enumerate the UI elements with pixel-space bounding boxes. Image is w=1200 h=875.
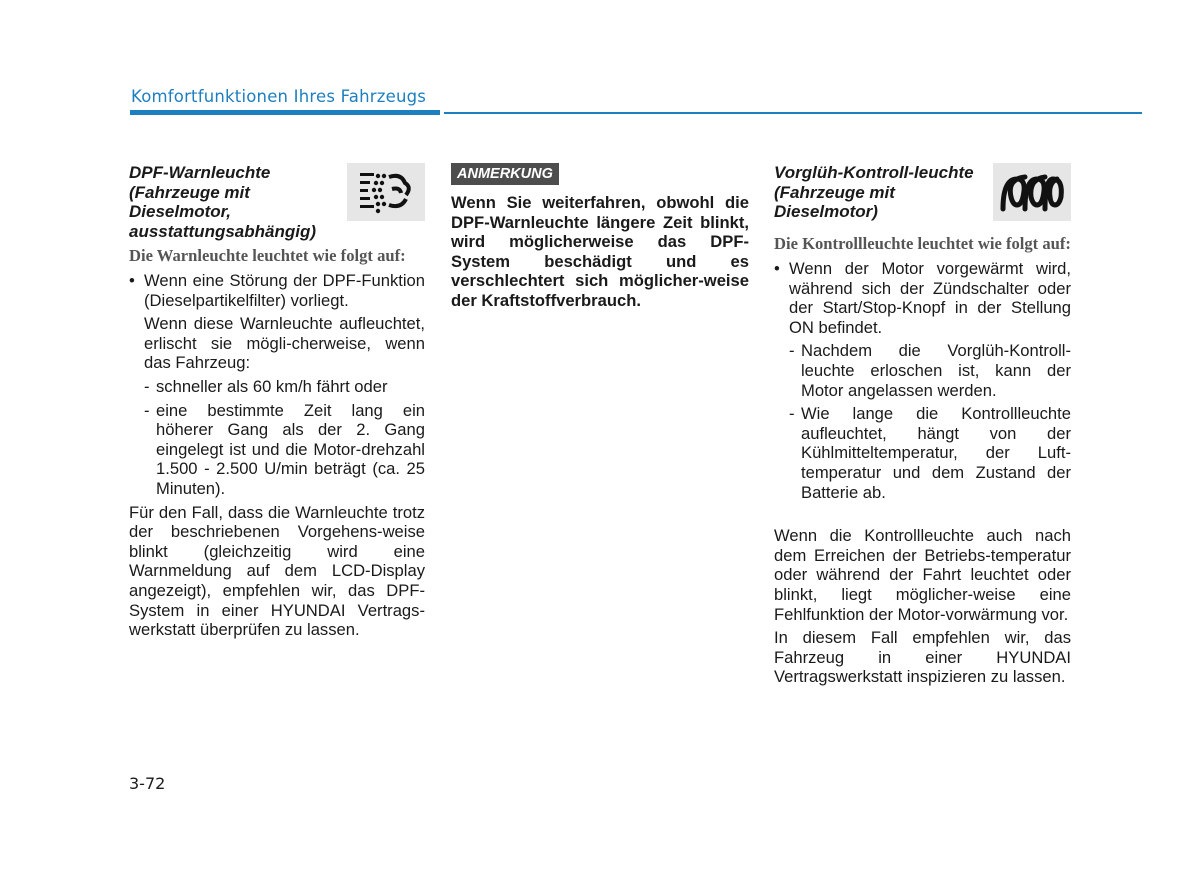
dpf-subheading: Die Warnleuchte leuchtet wie folgt auf: — [129, 246, 406, 265]
section-header-title: Komfortfunktionen Ihres Fahrzeugs — [131, 87, 427, 106]
dash-mark: - — [144, 400, 150, 420]
glow-paragraph-2: In diesem Fall empfehlen wir, das Fahrzeug in einer HYUNDAI Vertragswerkstatt inspizieren zu lassen. — [774, 628, 1071, 687]
dpf-paragraph-2: Für den Fall, dass die Warnleuchte trotz der beschriebenen Vorgehens-weise blinkt (gleichzeitig wird eine Warnmeldung auf dem LCD-Display angezeigt), empfehlen wir, das DPF-System in einer HYUNDAI Vertrags-werkstatt überprüfen zu lassen. — [129, 502, 425, 640]
glow-dash-1: Nachdem die Vorglüh-Kontroll-leuchte erloschen ist, kann der Motor angelassen werden. — [801, 341, 1071, 400]
note-badge: ANMERKUNG — [451, 163, 559, 185]
page-number: 3-72 — [129, 774, 166, 793]
list-item — [789, 404, 1071, 502]
dpf-dash-2: eine bestimmte Zeit lang ein höherer Gang als der 2. Gang eingelegt ist und die Motor-drehzahl 1.500 - 2.500 U/min beträgt (ca. 25 Minuten). — [156, 400, 425, 498]
list-item — [129, 271, 425, 310]
glow-bullet-1: Wenn der Motor vorgewärmt wird, während sich der Zündschalter oder der Start/Stop-Knopf in der Stellung ON befindet. — [789, 259, 1071, 337]
left-column — [129, 163, 425, 644]
dash-mark: - — [144, 376, 150, 396]
dash-mark: - — [789, 341, 795, 361]
note-text: Wenn Sie weiterfahren, obwohl die DPF-Warnleuchte längere Zeit blinkt, wird möglicherweise das DPF-System beschädigt und es verschlechtert sich möglicher-weise der Kraftstoffverbrauch. — [451, 193, 749, 310]
list-item — [774, 259, 1071, 337]
dash-mark: - — [789, 404, 795, 424]
glow-subheading: Die Kontrollleuchte leuchtet wie folgt auf: — [774, 234, 1071, 253]
bullet-mark: • — [774, 259, 780, 278]
dpf-dash-1: schneller als 60 km/h fährt oder — [156, 376, 388, 396]
glow-section-title: Vorglüh-Kontroll-leuchte (Fahrzeuge mit Dieselmotor) — [774, 163, 974, 222]
list-item — [144, 401, 425, 499]
glow-section-head — [774, 163, 1071, 253]
dpf-section-title: DPF-Warnleuchte (Fahrzeuge mit Dieselmotor, ausstattungsabhängig) — [129, 163, 317, 241]
bullet-mark: • — [129, 271, 135, 290]
dpf-bullet-1: Wenn eine Störung der DPF-Funktion (Dieselpartikelfilter) vorliegt. — [144, 271, 425, 310]
list-item — [144, 377, 425, 397]
dpf-paragraph-1: Wenn diese Warnleuchte aufleuchtet, erlischt sie mögli-cherweise, wenn das Fahrzeug: — [144, 314, 425, 373]
header-rule — [444, 112, 1142, 114]
dpf-section-head — [129, 163, 425, 253]
right-column — [774, 163, 1071, 691]
header-accent-bar — [130, 110, 440, 115]
glow-plug-icon — [993, 163, 1071, 221]
dpf-warning-icon — [347, 163, 425, 221]
list-item — [789, 341, 1071, 400]
middle-column — [451, 163, 749, 311]
glow-dash-2: Wie lange die Kontrollleuchte aufleuchtet, hängt von der Kühlmitteltemperatur, der Luft-temperatur und dem Zustand der Batterie ab. — [801, 404, 1071, 502]
glow-paragraph-1: Wenn die Kontrollleuchte auch nach dem Erreichen der Betriebs-temperatur oder während der Fahrt leuchtet oder blinkt, liegt möglicher-weise eine Fehlfunktion der Motor-vorwärmung vor. — [774, 526, 1071, 624]
